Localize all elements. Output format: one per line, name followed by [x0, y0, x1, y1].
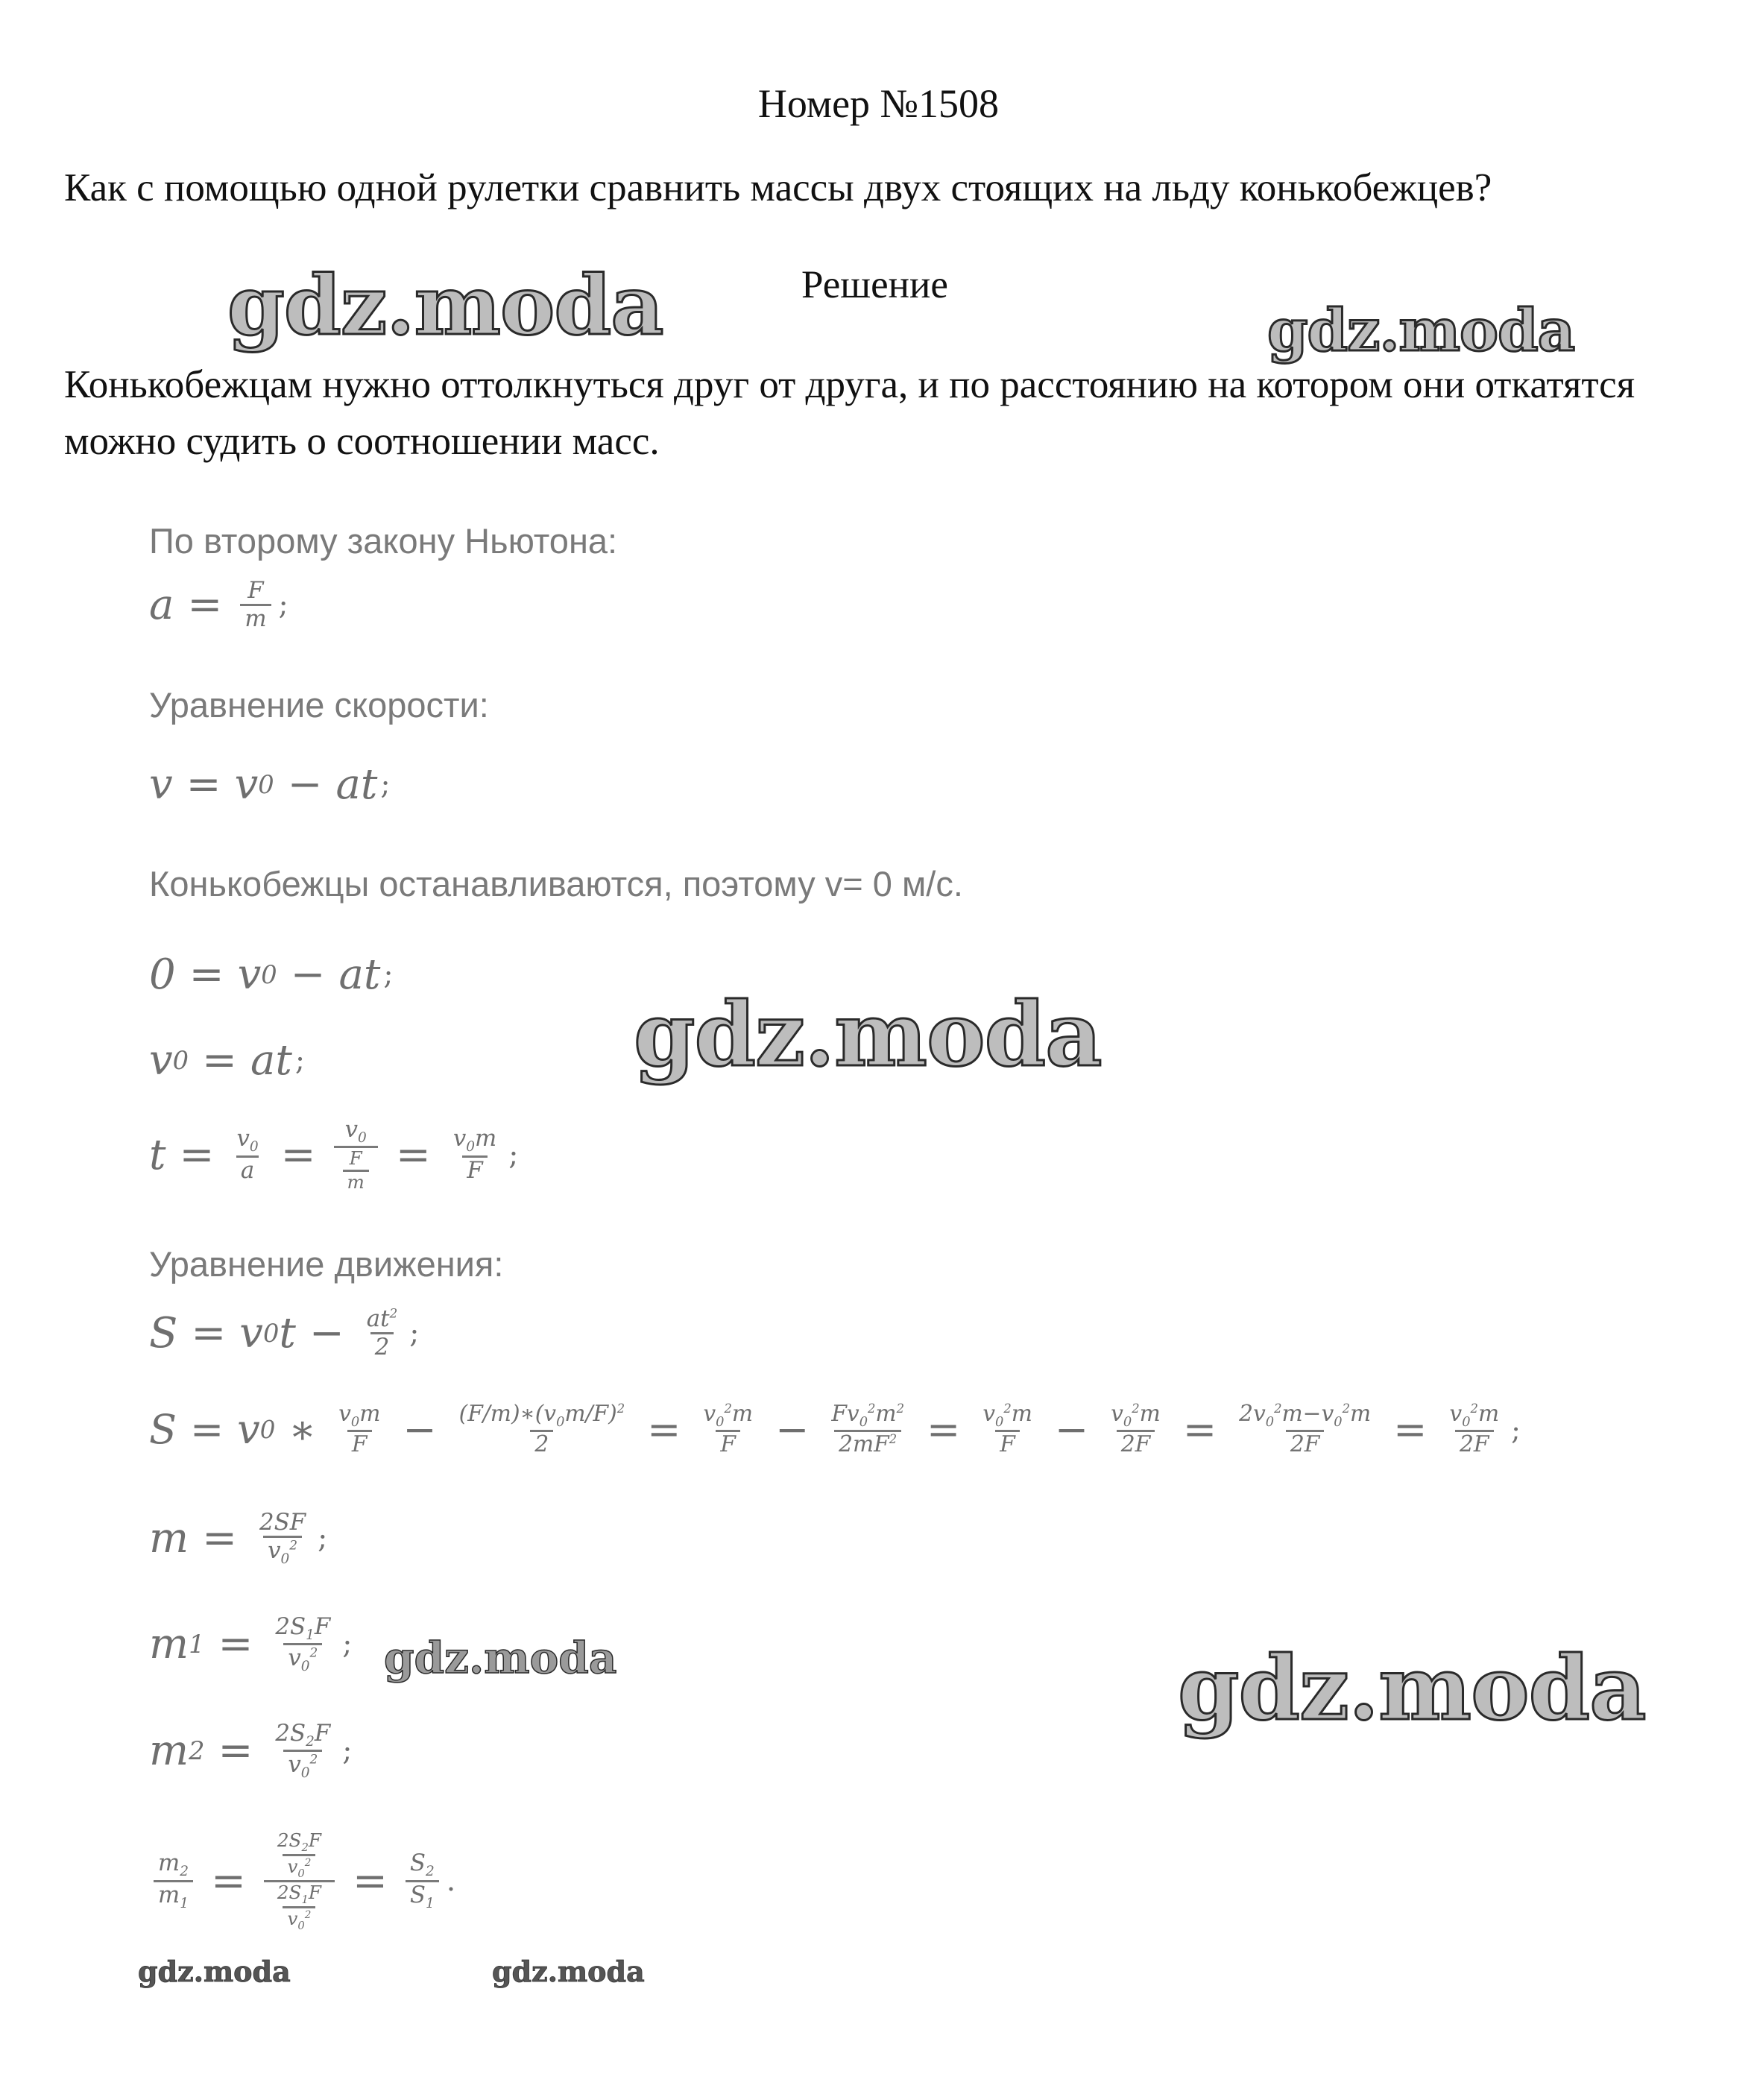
formula-ratio: $\frac{m_2}{m_1}$ = $\frac{\frac{2S_2F}{v_0^2}}{\frac{2S_1F}{v_0^2}}$ = $\frac{S_2}{S_1}$ .: [149, 1830, 455, 1932]
label-velocity-eq: Уравнение скорости:: [149, 685, 489, 725]
watermark: gdz.moda: [384, 1633, 617, 1683]
formula-distance: S = v 0 t − $\frac{at^2}{2}$ ;: [149, 1305, 420, 1361]
watermark: gdz.moda: [1267, 297, 1575, 365]
formula-acceleration: a = $\frac{F}{m}$ ;: [149, 577, 288, 633]
label-motion-eq: Уравнение движения:: [149, 1244, 504, 1284]
answer-text: Конькобежцам нужно оттолкнуться друг от друга, и по расстоянию на котором они откатятся можно судить о соотношении масс.: [64, 363, 1635, 463]
formula-v0: v 0 = at ;: [149, 1036, 306, 1085]
page-title: Номер №1508: [757, 81, 1000, 126]
question-text: Как с помощью одной рулетки сравнить массы двух стоящих на льду конькобежцев?: [64, 166, 1492, 209]
watermark: gdz.moda: [634, 983, 1102, 1086]
formula-time: t = $\frac{v_0}{a}$ = $\frac{v_0}{\frac{F}{m}}$ = $\frac{v_0m}{F}$ ;: [149, 1116, 519, 1193]
formula-distance-expanded: S = v 0 ∗ $\frac{v_0m}{F}$ − $\frac{(F/m)∗(v_0m/F)^2}{2}$ = $\frac{v_0^2m}{F}$ − $\frac{Fv_0^2m^2}{2mF^2}$ = $\frac{v_0^2m}{F}$ − $\frac{v_0^2m}{2F}$ = $\frac{2v_0^2m-v_0^2m}{2F}$ = $\frac{v_0^2m}{2F}$ ;: [149, 1401, 1521, 1458]
formula-mass1: m 1 = $\frac{2S_1F}{v_0^2}$ ;: [149, 1613, 353, 1675]
label-newton: По второму закону Ньютона:: [149, 521, 618, 561]
formula-zero: 0 = v 0 − at ;: [149, 950, 394, 999]
solution-heading: Решение: [801, 263, 948, 306]
watermark: gdz.moda: [227, 257, 663, 353]
formula-mass2: m 2 = $\frac{2S_2F}{v_0^2}$ ;: [149, 1720, 353, 1782]
label-stop: Конькобежцы останавливаются, поэтому v= 0 м/с.: [149, 864, 963, 904]
watermark: gdz.moda: [138, 1955, 291, 1988]
formula-velocity: v = v 0 − at ;: [149, 760, 391, 809]
watermark: gdz.moda: [492, 1955, 645, 1988]
watermark: gdz.moda: [1178, 1636, 1646, 1740]
formula-mass: m = $\frac{2SF}{v_0^2}$ ;: [149, 1509, 328, 1568]
